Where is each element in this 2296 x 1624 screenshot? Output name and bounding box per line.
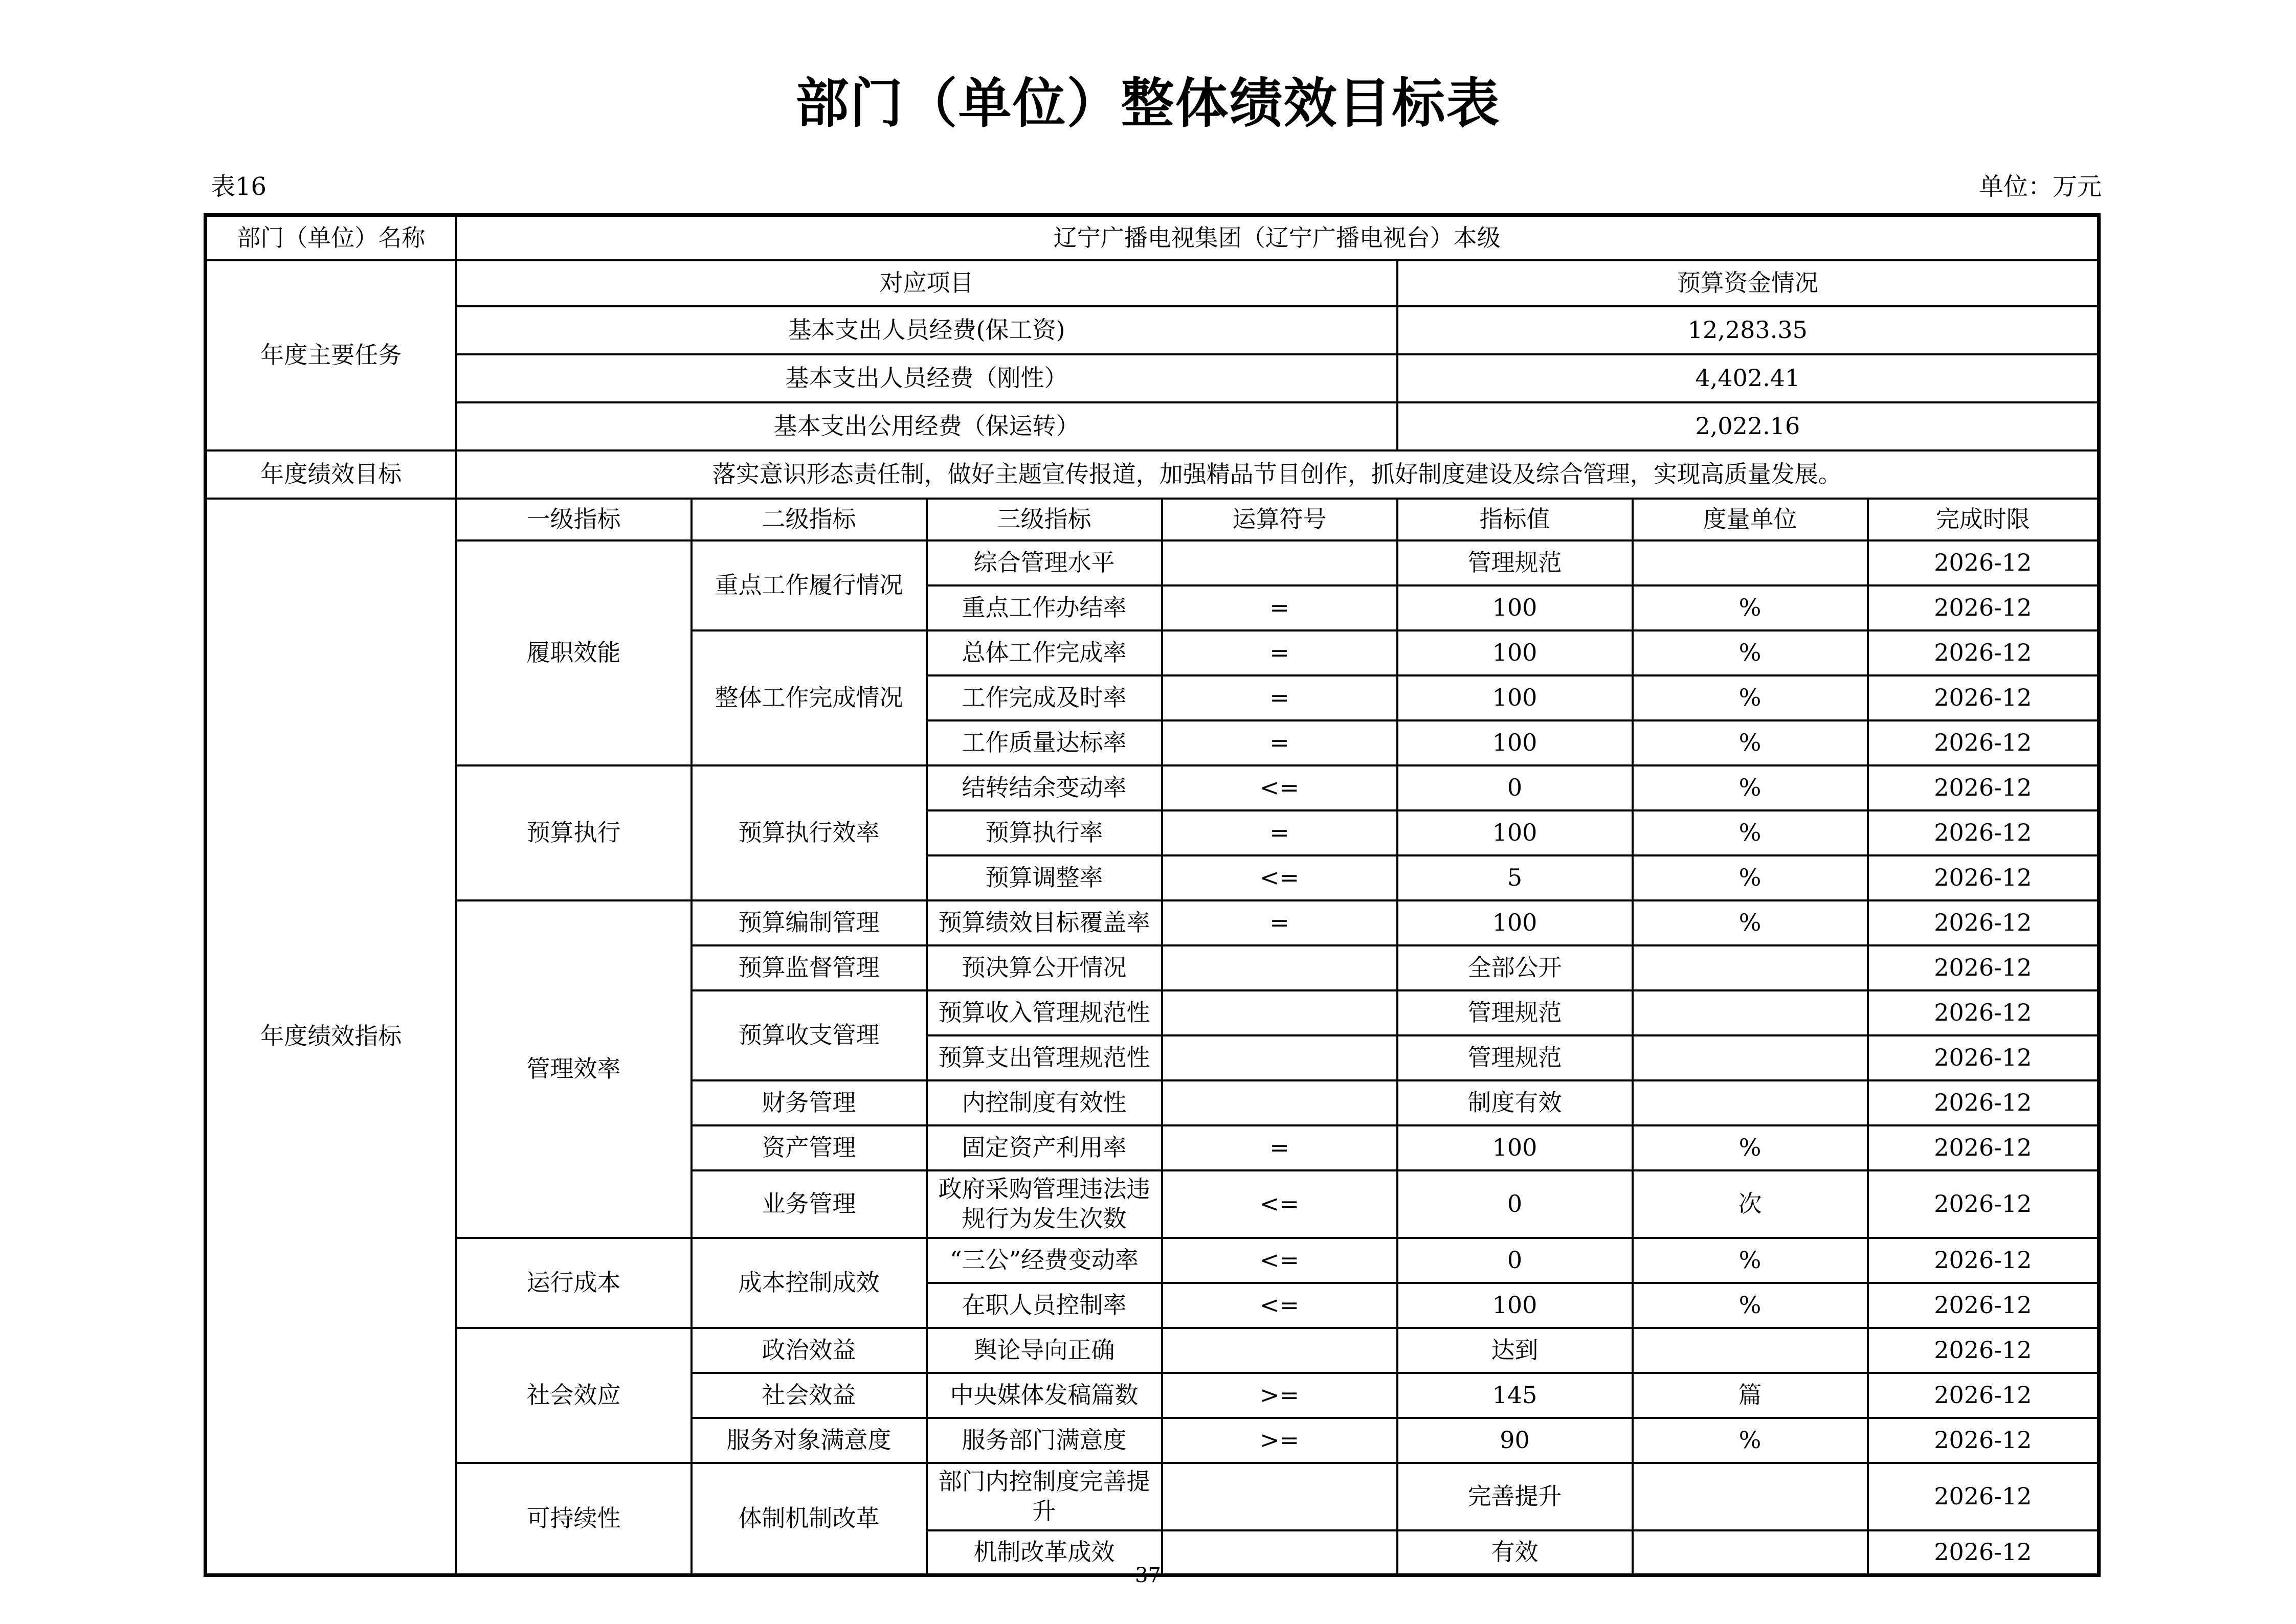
l2-cell: 社会效益 — [692, 1373, 927, 1418]
op-cell: = — [1162, 675, 1397, 720]
deadline-cell: 2026-12 — [1868, 765, 2099, 810]
op-cell — [1162, 945, 1397, 990]
unit-label: 单位：万元 — [1978, 172, 2102, 201]
l3-cell: 中央媒体发稿篇数 — [927, 1373, 1162, 1418]
task-amount: 4,402.41 — [1397, 354, 2099, 402]
l1-cell: 社会效应 — [456, 1328, 692, 1463]
op-cell — [1162, 540, 1397, 585]
deadline-cell: 2026-12 — [1868, 1170, 2099, 1238]
l2-cell: 成本控制成效 — [692, 1238, 927, 1328]
l1-cell: 预算执行 — [456, 765, 692, 900]
unit-cell: % — [1633, 810, 1868, 855]
l3-cell: 部门内控制度完善提升 — [927, 1463, 1162, 1530]
op-cell: = — [1162, 720, 1397, 765]
unit-cell: % — [1633, 675, 1868, 720]
value-cell: 90 — [1397, 1418, 1633, 1463]
goal-label: 年度绩效目标 — [206, 450, 456, 499]
op-cell: = — [1162, 630, 1397, 675]
dept-row — [206, 215, 2099, 260]
deadline-cell: 2026-12 — [1868, 540, 2099, 585]
l1-cell: 管理效率 — [456, 900, 692, 1238]
unit-cell — [1633, 945, 1868, 990]
deadline-cell: 2026-12 — [1868, 900, 2099, 945]
table-row — [206, 540, 2099, 585]
dept-label: 部门（单位）名称 — [206, 215, 456, 260]
unit-cell: 篇 — [1633, 1373, 1868, 1418]
l3-cell: 综合管理水平 — [927, 540, 1162, 585]
value-cell: 0 — [1397, 765, 1633, 810]
task-amount: 12,283.35 — [1397, 306, 2099, 354]
header-l2: 二级指标 — [692, 499, 927, 540]
l3-cell: 内控制度有效性 — [927, 1080, 1162, 1125]
unit-cell — [1633, 1463, 1868, 1530]
value-cell: 100 — [1397, 585, 1633, 630]
deadline-cell: 2026-12 — [1868, 1328, 2099, 1373]
deadline-cell: 2026-12 — [1868, 585, 2099, 630]
l3-cell: 工作质量达标率 — [927, 720, 1162, 765]
value-cell: 100 — [1397, 900, 1633, 945]
l3-cell: 机制改革成效 — [927, 1530, 1162, 1575]
table-row — [206, 765, 2099, 810]
l2-cell: 体制机制改革 — [692, 1463, 927, 1575]
l2-cell: 业务管理 — [692, 1170, 927, 1238]
value-cell: 100 — [1397, 1125, 1633, 1170]
l2-cell: 财务管理 — [692, 1080, 927, 1125]
unit-cell: % — [1633, 900, 1868, 945]
l3-cell: 预算调整率 — [927, 855, 1162, 900]
value-cell: 全部公开 — [1397, 945, 1633, 990]
deadline-cell: 2026-12 — [1868, 675, 2099, 720]
l3-cell: “三公”经费变动率 — [927, 1238, 1162, 1283]
l3-cell: 重点工作办结率 — [927, 585, 1162, 630]
header-unit: 度量单位 — [1633, 499, 1868, 540]
value-cell: 0 — [1397, 1238, 1633, 1283]
value-cell: 5 — [1397, 855, 1633, 900]
l3-cell: 预决算公开情况 — [927, 945, 1162, 990]
unit-cell: % — [1633, 585, 1868, 630]
l3-cell: 舆论导向正确 — [927, 1328, 1162, 1373]
deadline-cell: 2026-12 — [1868, 1035, 2099, 1080]
l1-cell: 可持续性 — [456, 1463, 692, 1575]
l2-cell: 预算监督管理 — [692, 945, 927, 990]
task-header-row — [206, 260, 2099, 306]
unit-cell: % — [1633, 1283, 1868, 1328]
op-cell — [1162, 1080, 1397, 1125]
table-row — [206, 900, 2099, 945]
l1-cell: 履职效能 — [456, 540, 692, 765]
l3-cell: 服务部门满意度 — [927, 1418, 1162, 1463]
unit-cell: % — [1633, 1238, 1868, 1283]
op-cell — [1162, 1463, 1397, 1530]
header-l1: 一级指标 — [456, 499, 692, 540]
table-row — [206, 1238, 2099, 1283]
table-row — [206, 1328, 2099, 1373]
goal-row — [206, 450, 2099, 499]
op-cell: <= — [1162, 765, 1397, 810]
task-row — [206, 402, 2099, 450]
deadline-cell: 2026-12 — [1868, 1238, 2099, 1283]
value-cell: 100 — [1397, 630, 1633, 675]
value-cell: 100 — [1397, 675, 1633, 720]
task-amount: 2,022.16 — [1397, 402, 2099, 450]
l3-cell: 结转结余变动率 — [927, 765, 1162, 810]
op-cell — [1162, 1035, 1397, 1080]
unit-cell — [1633, 990, 1868, 1035]
value-cell: 管理规范 — [1397, 540, 1633, 585]
deadline-cell: 2026-12 — [1868, 945, 2099, 990]
op-cell: <= — [1162, 1170, 1397, 1238]
unit-cell: % — [1633, 855, 1868, 900]
l3-cell: 预算收入管理规范性 — [927, 990, 1162, 1035]
value-cell: 完善提升 — [1397, 1463, 1633, 1530]
value-cell: 管理规范 — [1397, 990, 1633, 1035]
deadline-cell: 2026-12 — [1868, 1373, 2099, 1418]
op-cell: >= — [1162, 1418, 1397, 1463]
indicator-header-row — [206, 499, 2099, 540]
op-cell: = — [1162, 900, 1397, 945]
l3-cell: 总体工作完成率 — [927, 630, 1162, 675]
col-budget-header: 预算资金情况 — [1397, 260, 2099, 306]
op-cell: <= — [1162, 1283, 1397, 1328]
l2-cell: 政治效益 — [692, 1328, 927, 1373]
l2-cell: 资产管理 — [692, 1125, 927, 1170]
l2-cell: 整体工作完成情况 — [692, 630, 927, 765]
col-item-header: 对应项目 — [456, 260, 1397, 306]
page-title: 部门（单位）整体绩效目标表 — [795, 72, 1501, 134]
task-row — [206, 306, 2099, 354]
value-cell: 达到 — [1397, 1328, 1633, 1373]
deadline-cell: 2026-12 — [1868, 1080, 2099, 1125]
indicators-label: 年度绩效指标 — [206, 499, 456, 1575]
header-operator: 运算符号 — [1162, 499, 1397, 540]
unit-cell — [1633, 1328, 1868, 1373]
deadline-cell: 2026-12 — [1868, 1125, 2099, 1170]
deadline-cell: 2026-12 — [1868, 1530, 2099, 1575]
l3-cell: 预算绩效目标覆盖率 — [927, 900, 1162, 945]
deadline-cell: 2026-12 — [1868, 1418, 2099, 1463]
unit-cell — [1633, 1080, 1868, 1125]
task-item: 基本支出人员经费（刚性） — [456, 354, 1397, 402]
deadline-cell: 2026-12 — [1868, 1463, 2099, 1530]
header-deadline: 完成时限 — [1868, 499, 2099, 540]
task-row — [206, 354, 2099, 402]
l1-cell: 运行成本 — [456, 1238, 692, 1328]
op-cell: = — [1162, 1125, 1397, 1170]
l3-cell: 预算执行率 — [927, 810, 1162, 855]
l2-cell: 重点工作履行情况 — [692, 540, 927, 630]
l2-cell: 预算收支管理 — [692, 990, 927, 1080]
performance-table — [204, 213, 2101, 1577]
task-item: 基本支出公用经费（保运转） — [456, 402, 1397, 450]
tasks-label: 年度主要任务 — [206, 260, 456, 450]
op-cell: >= — [1162, 1373, 1397, 1418]
value-cell: 145 — [1397, 1373, 1633, 1418]
l3-cell: 政府采购管理违法违规行为发生次数 — [927, 1170, 1162, 1238]
value-cell: 100 — [1397, 810, 1633, 855]
op-cell — [1162, 1328, 1397, 1373]
l2-cell: 服务对象满意度 — [692, 1418, 927, 1463]
goal-text: 落实意识形态责任制，做好主题宣传报道，加强精品节目创作，抓好制度建设及综合管理，实现高质量发展。 — [456, 450, 2099, 499]
unit-cell: 次 — [1633, 1170, 1868, 1238]
value-cell: 100 — [1397, 720, 1633, 765]
unit-cell: % — [1633, 1125, 1868, 1170]
l3-cell: 固定资产利用率 — [927, 1125, 1162, 1170]
deadline-cell: 2026-12 — [1868, 720, 2099, 765]
table-row — [206, 1463, 2099, 1530]
deadline-cell: 2026-12 — [1868, 810, 2099, 855]
l3-cell: 预算支出管理规范性 — [927, 1035, 1162, 1080]
value-cell: 有效 — [1397, 1530, 1633, 1575]
unit-cell: % — [1633, 1418, 1868, 1463]
deadline-cell: 2026-12 — [1868, 855, 2099, 900]
header-l3: 三级指标 — [927, 499, 1162, 540]
unit-cell: % — [1633, 765, 1868, 810]
unit-cell — [1633, 540, 1868, 585]
dept-name: 辽宁广播电视集团（辽宁广播电视台）本级 — [456, 215, 2099, 260]
op-cell: <= — [1162, 1238, 1397, 1283]
unit-cell: % — [1633, 630, 1868, 675]
value-cell: 0 — [1397, 1170, 1633, 1238]
deadline-cell: 2026-12 — [1868, 990, 2099, 1035]
l2-cell: 预算编制管理 — [692, 900, 927, 945]
l2-cell: 预算执行效率 — [692, 765, 927, 900]
op-cell — [1162, 990, 1397, 1035]
value-cell: 100 — [1397, 1283, 1633, 1328]
unit-cell: % — [1633, 720, 1868, 765]
l3-cell: 工作完成及时率 — [927, 675, 1162, 720]
value-cell: 制度有效 — [1397, 1080, 1633, 1125]
header-value: 指标值 — [1397, 499, 1633, 540]
op-cell: <= — [1162, 855, 1397, 900]
op-cell: = — [1162, 585, 1397, 630]
deadline-cell: 2026-12 — [1868, 1283, 2099, 1328]
task-item: 基本支出人员经费(保工资) — [456, 306, 1397, 354]
unit-cell — [1633, 1035, 1868, 1080]
value-cell: 管理规范 — [1397, 1035, 1633, 1080]
l3-cell: 在职人员控制率 — [927, 1283, 1162, 1328]
table-number: 表16 — [211, 172, 267, 201]
op-cell: = — [1162, 810, 1397, 855]
deadline-cell: 2026-12 — [1868, 630, 2099, 675]
page-number: 37 — [1135, 1564, 1161, 1587]
